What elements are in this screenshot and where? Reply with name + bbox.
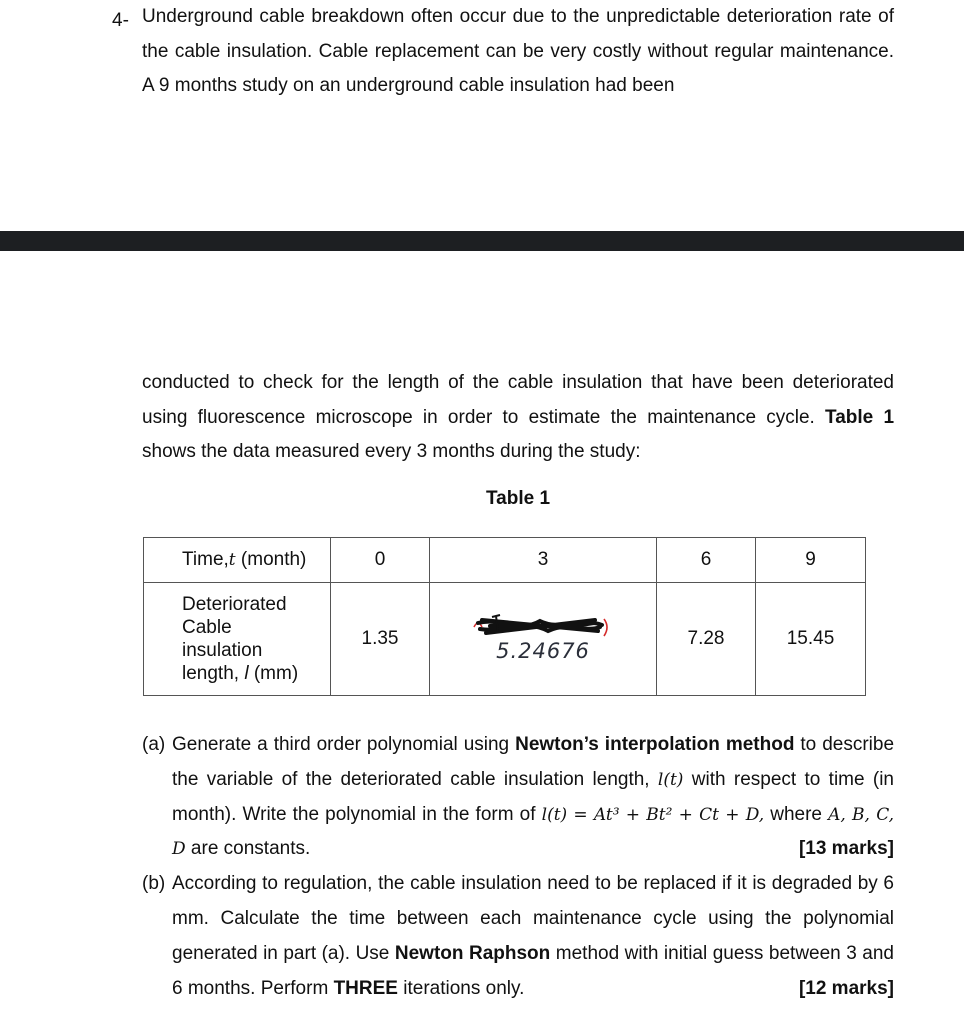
newton-raphson-term: Newton Raphson [394, 942, 551, 964]
table-caption: Table 1 [485, 488, 551, 509]
length-cell-redacted [430, 583, 657, 696]
length-header-line: insulation [182, 640, 263, 661]
math-constants: A, B, C, D [172, 804, 894, 860]
time-header-cell [144, 538, 331, 583]
intro-text: conducted to check for the length of the cable insulation that have been deteriorated using fluorescence microscope in order to estimate the maintenance cycle. [142, 372, 894, 428]
length-cell: 15.45 [756, 583, 866, 696]
part-a: (a) Generate a third order polynomial using Newton’s interpolation method to describe the variable of the deteriorated cable insulation length, l(t) with respect to time (in month). Write the polynomial in the form of l(t) = At³ + Bt² + Ct + D, where A, B, C, D are constants. [13 marks] [142, 728, 894, 867]
part-b: (b) According to regulation, the cable insulation need to be replaced if it is degraded by 6 mm. Calculate the time between each maintenance cycle using the polynomial generated in part (a). Use Newton Raphson method with initial guess between 3 and 6 months. Perform THREE iterations only. [12 marks] [142, 867, 894, 1006]
time-cell: 3 [430, 538, 657, 583]
math-l-of-t: l(t) [657, 769, 684, 790]
part-b-marks: [12 marks] [798, 977, 894, 999]
handwritten-value: 5.24676 [496, 639, 590, 663]
time-header-label: Time, [182, 549, 229, 570]
math-polynomial-form: l(t) = At³ + Bt² + Ct + D, [541, 804, 765, 825]
length-header-line: length, l (mm) [182, 663, 299, 684]
part-b-label: (b) [142, 873, 166, 895]
question-parts [142, 728, 894, 1006]
dark-divider-bar [0, 231, 964, 251]
data-table [143, 537, 866, 696]
time-cell: 9 [756, 538, 866, 583]
intro-text-after: shows the data measured every 3 months during the study: [142, 441, 641, 462]
length-cell: 7.28 [657, 583, 756, 696]
question-number: 4- [112, 10, 129, 31]
length-header-line: Deteriorated [182, 594, 287, 615]
part-a-label: (a) [142, 734, 166, 755]
table-reference: Table 1 [825, 406, 895, 428]
redacted-value [430, 609, 656, 669]
table-row-length [144, 583, 866, 696]
time-header-unit: (month) [235, 549, 307, 570]
length-header-line: Cable [182, 617, 232, 638]
table-row-time [144, 538, 866, 583]
question-intro-part2 [142, 366, 894, 470]
length-header-cell [144, 583, 331, 696]
time-variable: t [228, 550, 236, 570]
three-term: THREE [333, 977, 398, 999]
newton-interpolation-term: Newton’s interpolation method [515, 734, 795, 755]
time-cell: 0 [331, 538, 430, 583]
question-intro-part1: Underground cable breakdown often occur due to the unpredictable deterioration rate of the cable insulation. Cable replacement can be very costly without regular maintenance. A 9 months study on an underground cable insulation had been [142, 6, 894, 96]
length-cell: 1.35 [331, 583, 430, 696]
time-cell: 6 [657, 538, 756, 583]
part-a-marks: [13 marks] [798, 838, 894, 860]
length-variable: l [244, 663, 249, 684]
